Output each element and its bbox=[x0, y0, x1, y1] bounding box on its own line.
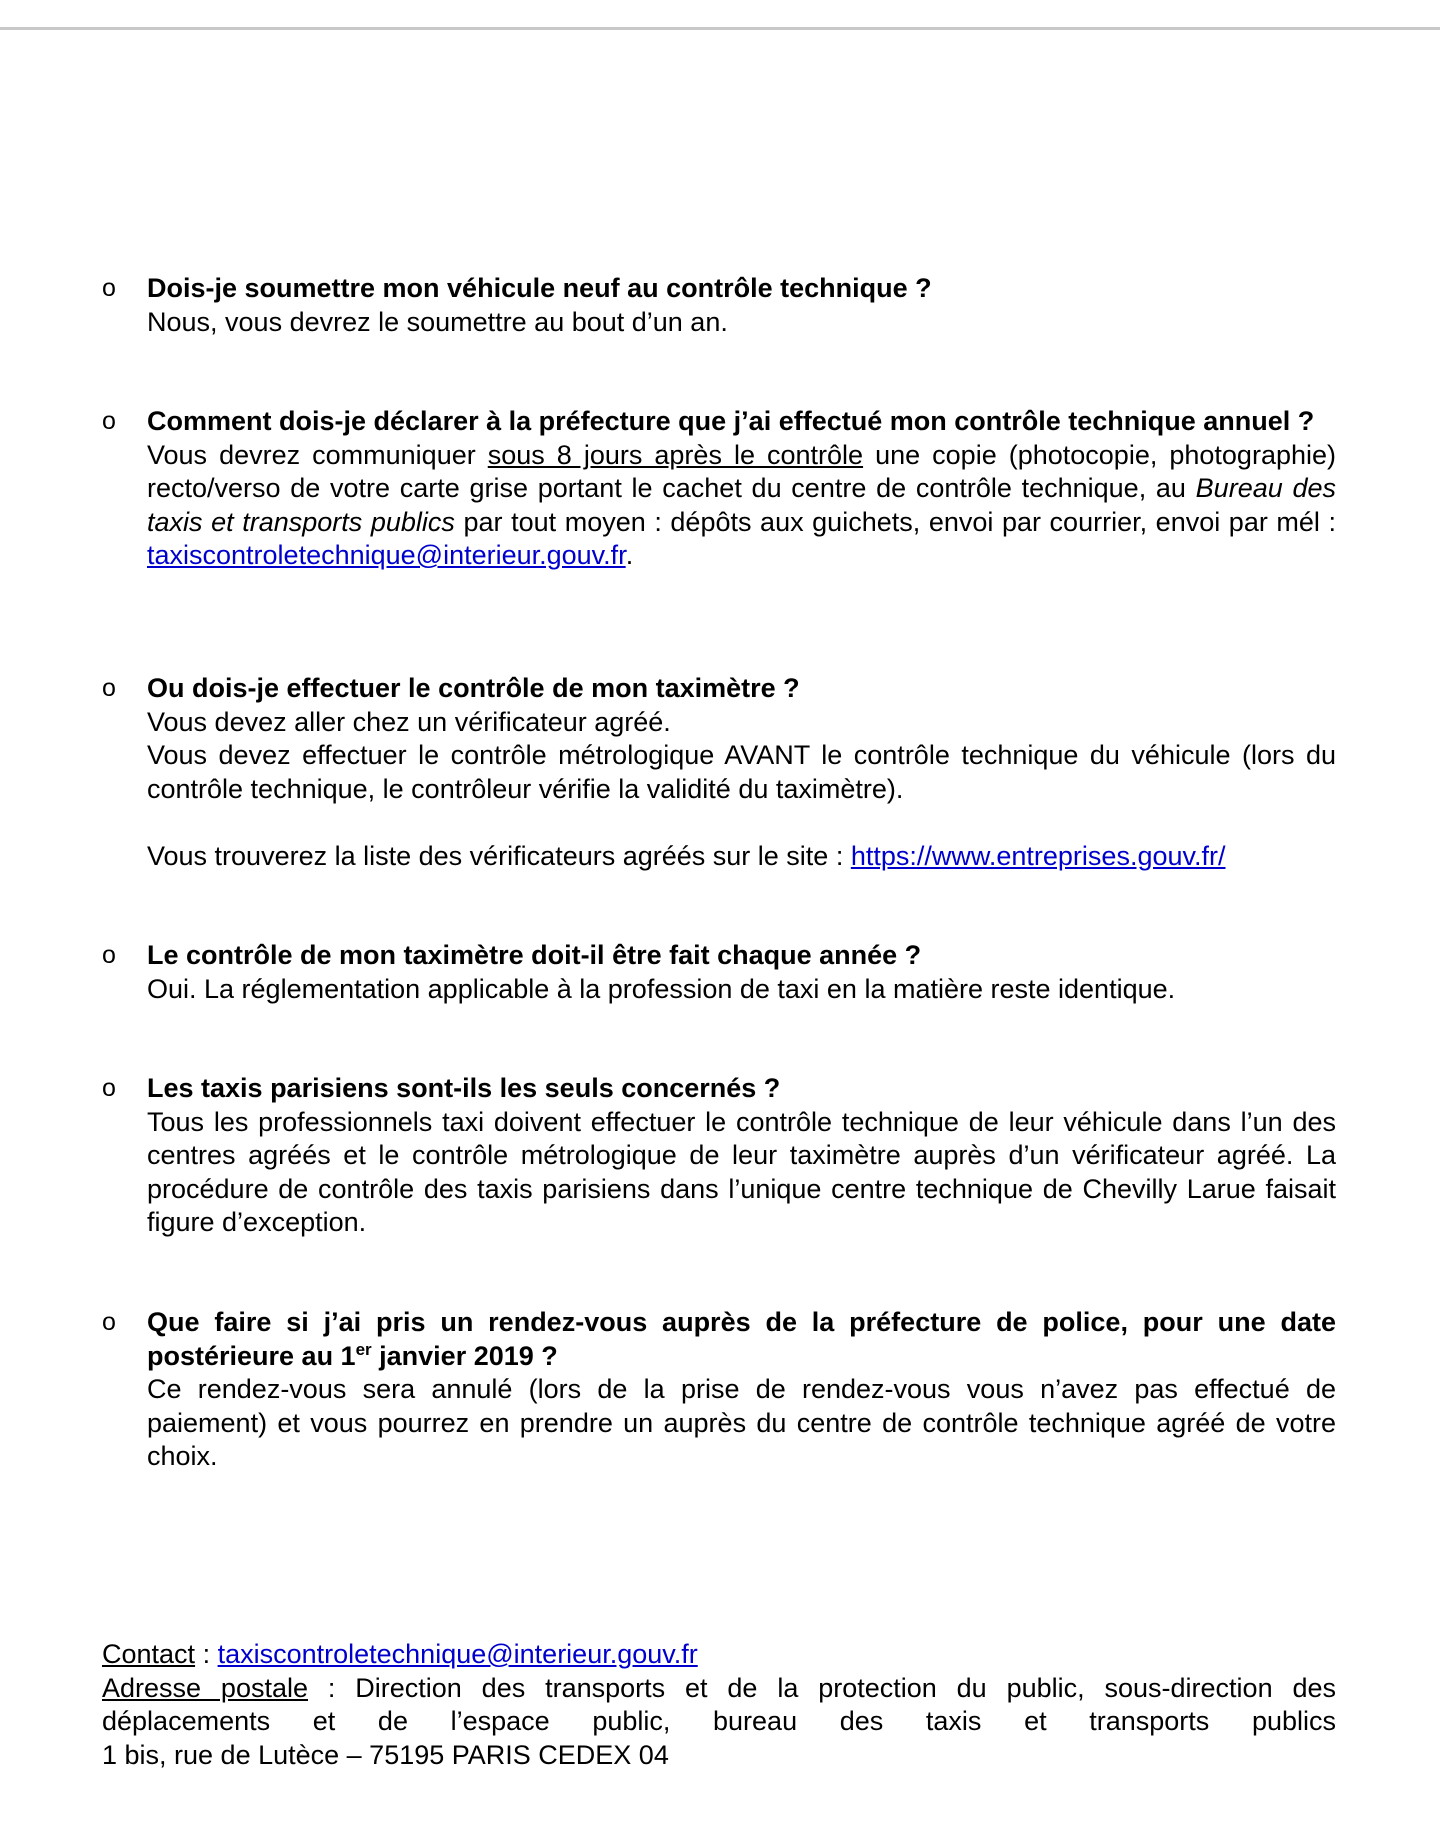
address-line bbox=[102, 1672, 1336, 1739]
faq-question: Dois-je soumettre mon véhicule neuf au contrôle technique ? bbox=[147, 273, 932, 303]
contact-label: Contact bbox=[102, 1639, 196, 1669]
list-bullet: o bbox=[102, 1308, 116, 1336]
answer-text: une copie (photocopie, photographie) recto/verso de votre carte grise portant le cachet du centre de contrôle technique, au bbox=[147, 439, 1336, 503]
contact-separator: : bbox=[195, 1639, 218, 1669]
faq-answer: Nous, vous devrez le soumettre au bout d’un an. bbox=[147, 306, 728, 337]
address-text: : Direction des transports et de la protection du public, sous-direction des déplacements et de l’espace public, bureau des taxis et transports publics bbox=[102, 1672, 1336, 1736]
faq-answer: Oui. La réglementation applicable à la profession de taxi en la matière reste identique. bbox=[147, 973, 1176, 1004]
deadline-underlined-text: sous 8 jours après le contrôle bbox=[487, 439, 864, 470]
faq-answer bbox=[147, 840, 1336, 874]
address-label: Adresse postale bbox=[102, 1672, 308, 1703]
ordinal-superscript: er bbox=[355, 1339, 372, 1359]
faq-answer bbox=[147, 439, 1336, 573]
list-bullet: o bbox=[102, 941, 116, 969]
answer-text: Vous devrez communiquer bbox=[147, 439, 488, 470]
faq-question bbox=[147, 1306, 1336, 1373]
answer-text: . bbox=[625, 540, 634, 570]
faq-item-taximeter-where bbox=[102, 672, 1336, 873]
website-link[interactable]: https://www.entreprises.gouv.fr/ bbox=[850, 840, 1226, 871]
list-bullet: o bbox=[102, 274, 116, 302]
faq-item-parisian-taxis bbox=[102, 1072, 1336, 1240]
faq-question: Comment dois-je déclarer à la préfecture que j’ai effectué mon contrôle technique annuel ? bbox=[147, 406, 1315, 436]
paragraph-gap bbox=[147, 806, 1336, 840]
answer-text: Vous trouverez la liste des vérificateurs agréés sur le site : bbox=[147, 840, 851, 871]
contact-footer bbox=[102, 1638, 1336, 1772]
email-link[interactable]: taxiscontroletechnique@interieur.gouv.fr bbox=[147, 540, 626, 570]
question-text: Que faire si j’ai pris un rendez-vous auprès de la préfecture de police, pour une date postérieure au 1 bbox=[147, 1307, 1336, 1371]
question-text: janvier 2019 ? bbox=[371, 1340, 558, 1371]
bureau-name: Bureau des taxis et transports publics bbox=[147, 473, 1336, 537]
faq-answer: Vous devez effectuer le contrôle métrologique AVANT le contrôle technique du véhicule (lors du contrôle technique, le contrôleur vérifie la validité du taximètre). bbox=[147, 740, 1336, 804]
faq-question: Le contrôle de mon taximètre doit-il être fait chaque année ? bbox=[147, 940, 922, 970]
faq-answer: Tous les professionnels taxi doivent effectuer le contrôle technique de leur véhicule dans l’un des centres agréés et le contrôle métrologique de leur taximètre auprès d’un vérificateur agréé. La procédure de contrôle des taxis parisiens dans l’unique centre technique de Chevilly Larue faisait figure d’exception. bbox=[147, 1106, 1336, 1237]
faq-answer: Ce rendez-vous sera annulé (lors de la prise de rendez-vous vous n’avez pas effectué de paiement) et vous pourrez en prendre un auprès du centre de contrôle technique agréé de votre choix. bbox=[147, 1374, 1336, 1471]
address-line-2: 1 bis, rue de Lutèce – 75195 PARIS CEDEX 04 bbox=[102, 1739, 669, 1770]
list-bullet: o bbox=[102, 1074, 116, 1102]
contact-line bbox=[102, 1638, 1336, 1672]
list-bullet: o bbox=[102, 407, 116, 435]
faq-item-declare-control bbox=[102, 405, 1336, 573]
list-bullet: o bbox=[102, 674, 116, 702]
faq-item-taximeter-yearly bbox=[102, 939, 1336, 1006]
top-divider bbox=[0, 27, 1440, 30]
faq-answer: Vous devez aller chez un vérificateur agréé. bbox=[147, 706, 671, 737]
faq-question: Ou dois-je effectuer le contrôle de mon taximètre ? bbox=[147, 673, 800, 703]
faq-item-appointment bbox=[102, 1306, 1336, 1474]
faq-question: Les taxis parisiens sont-ils les seuls concernés ? bbox=[147, 1073, 781, 1103]
answer-text: par tout moyen : dépôts aux guichets, envoi par courrier, envoi par mél : bbox=[454, 506, 1337, 537]
faq-item-new-vehicle bbox=[102, 272, 1336, 339]
contact-email-link[interactable]: taxiscontroletechnique@interieur.gouv.fr bbox=[217, 1639, 698, 1669]
